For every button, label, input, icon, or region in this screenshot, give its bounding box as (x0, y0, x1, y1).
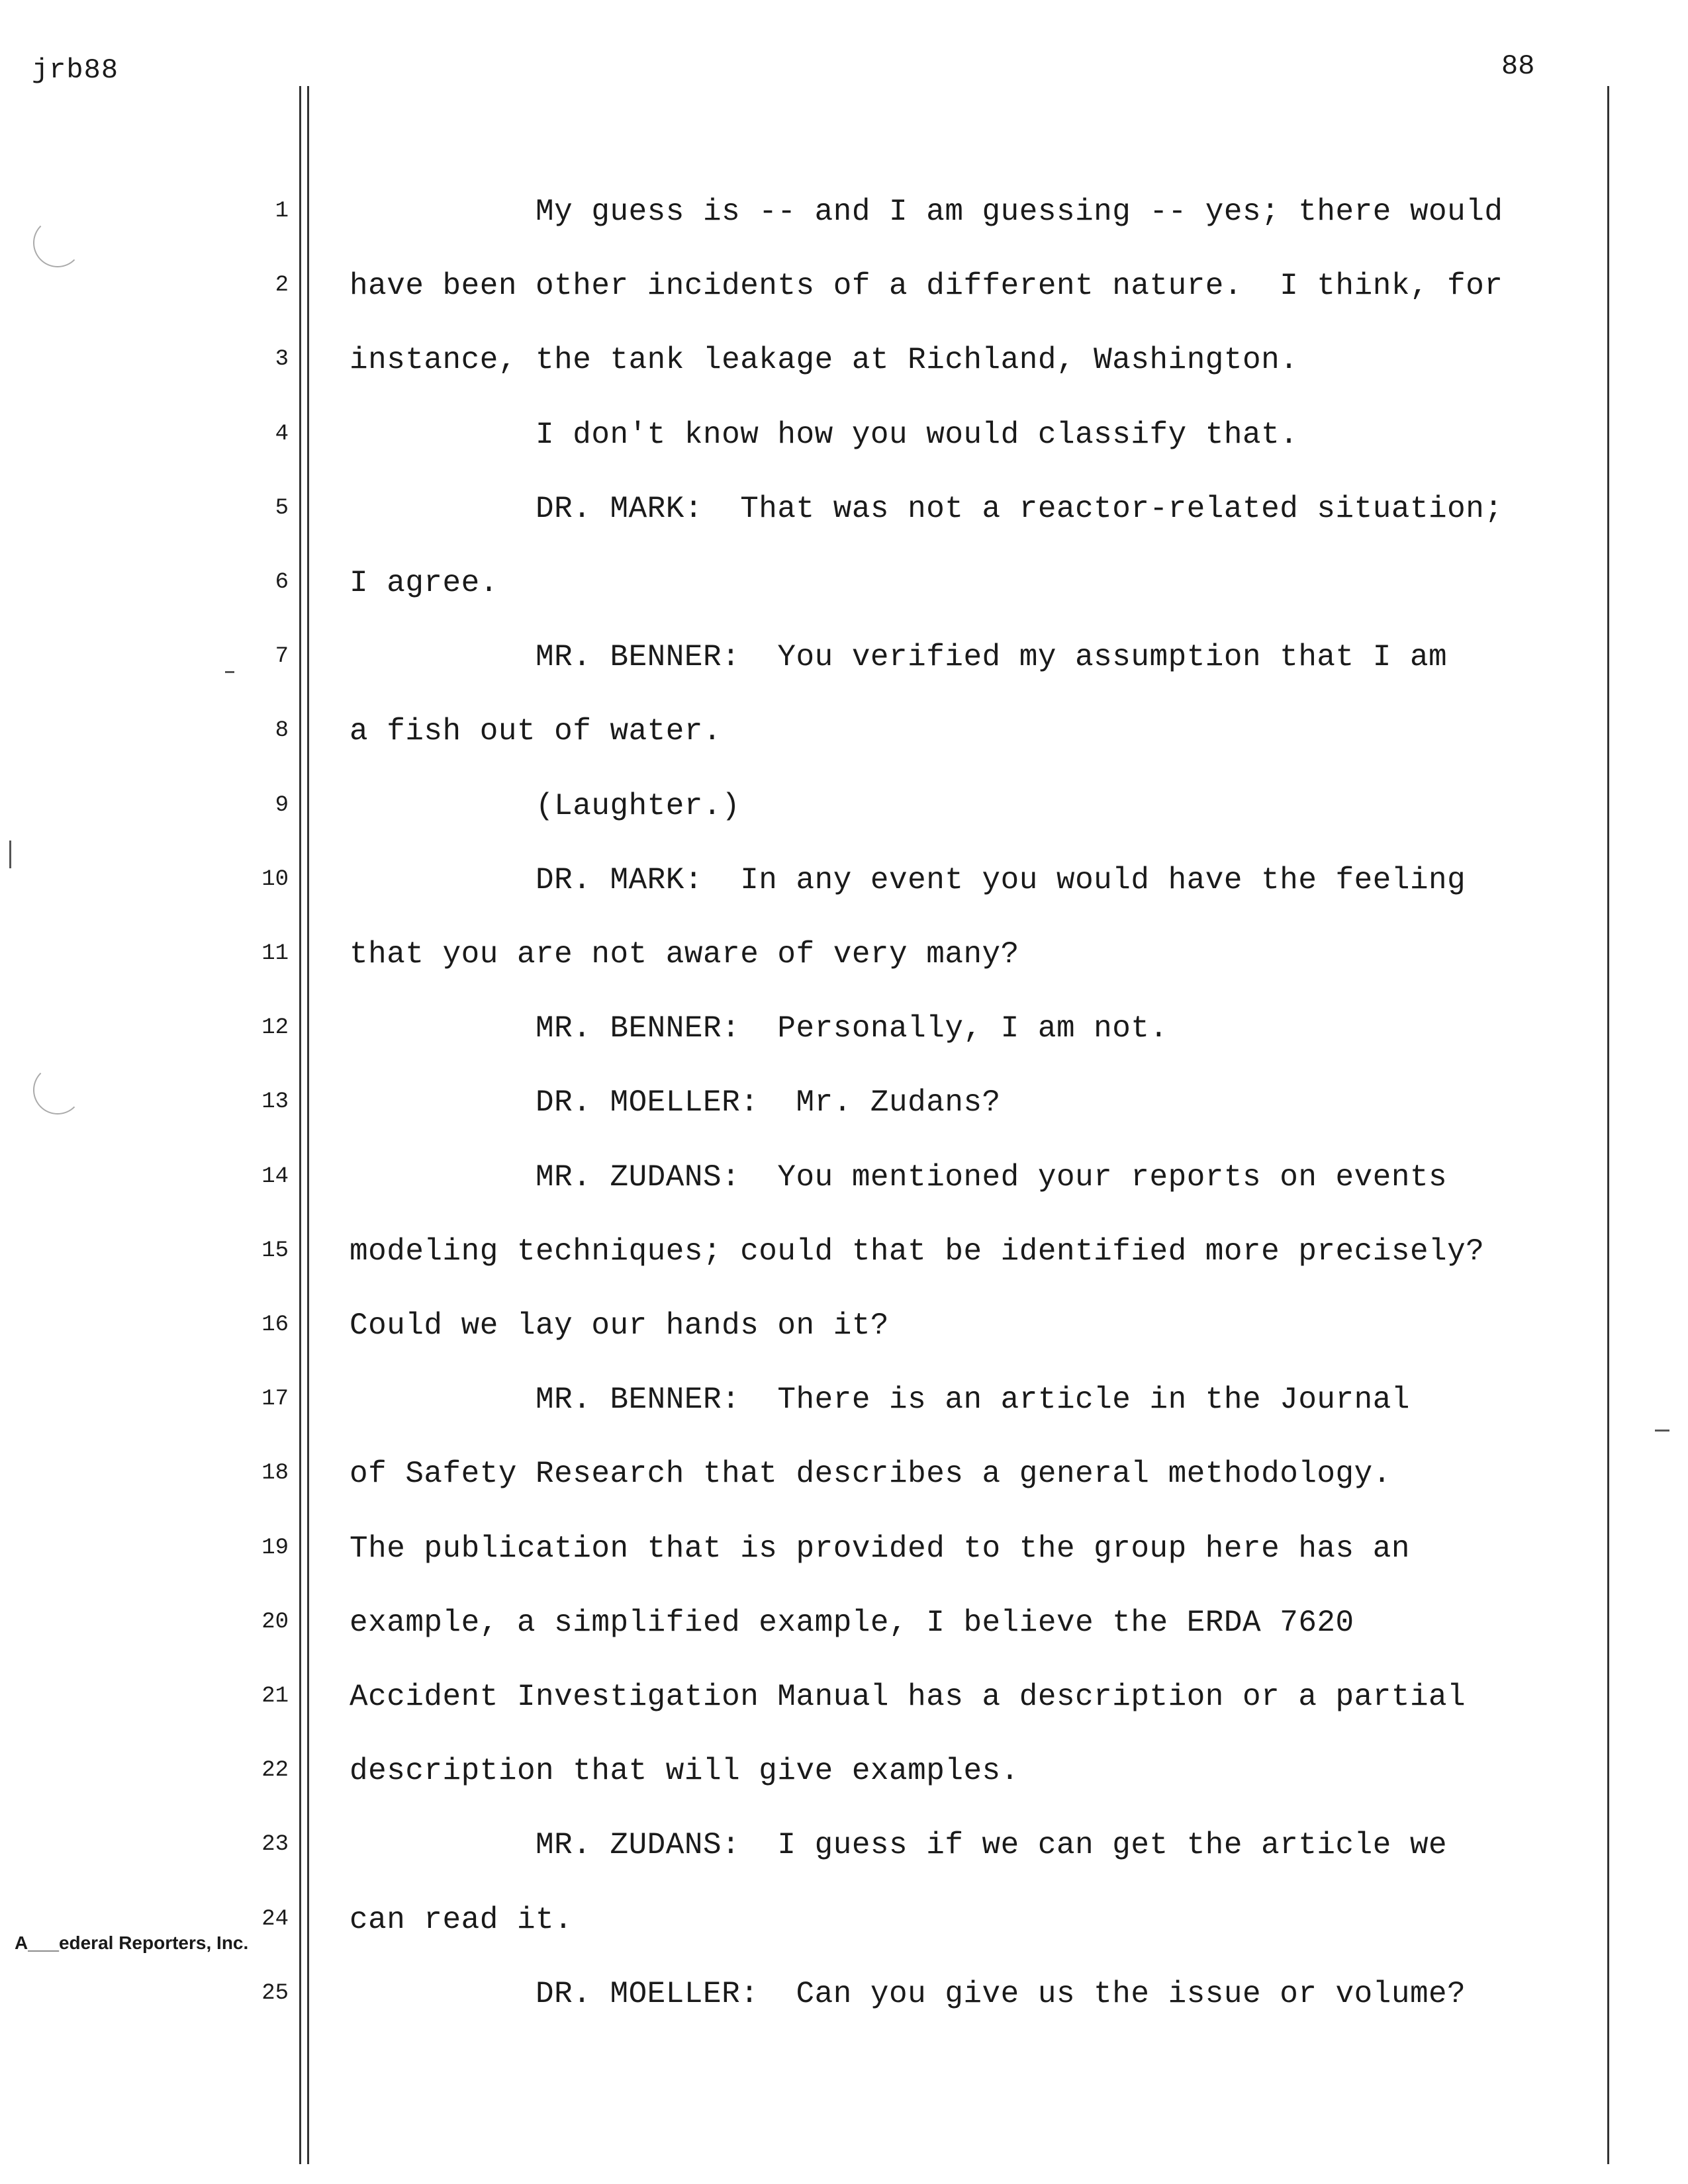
transcript-line: instance, the tank leakage at Richland, Washington. (350, 343, 1299, 377)
line-number: 6 (275, 570, 289, 595)
transcript-line: of Safety Research that describes a general methodology. (350, 1457, 1391, 1491)
transcript-line: MR. BENNER: You verified my assumption that I am (350, 640, 1448, 674)
transcript-line: My guess is -- and I am guessing -- yes; there would (350, 195, 1503, 229)
line-number: 13 (261, 1089, 289, 1115)
transcript-line: that you are not aware of very many? (350, 937, 1019, 972)
line-number: 12 (261, 1015, 289, 1040)
punch-hole-top (33, 218, 82, 267)
punch-hole-middle (33, 1066, 82, 1115)
page-number: 88 (1501, 50, 1535, 82)
line-number: 25 (261, 1981, 289, 2006)
transcript-line: MR. ZUDANS: You mentioned your reports on events (350, 1160, 1448, 1195)
line-number: 3 (275, 347, 289, 372)
transcript-line: I agree. (350, 566, 498, 600)
transcript-line: I don't know how you would classify that. (350, 418, 1299, 452)
line-number: 4 (275, 422, 289, 447)
line-number: 1 (275, 199, 289, 224)
transcript-line: a fish out of water. (350, 714, 722, 749)
transcript-line: (Laughter.) (350, 789, 741, 823)
transcript-line: DR. MARK: In any event you would have the feeling (350, 863, 1466, 897)
transcript-line: MR. BENNER: There is an article in the Journal (350, 1383, 1410, 1417)
reporter-footer: A___ederal Reporters, Inc. (15, 1933, 249, 1953)
transcript-line: MR. ZUDANS: I guess if we can get the article we (350, 1828, 1448, 1862)
transcript-line: description that will give examples. (350, 1754, 1019, 1788)
line-number: 17 (261, 1387, 289, 1412)
transcript-line: have been other incidents of a different nature. I think, for (350, 269, 1503, 303)
line-number: 16 (261, 1312, 289, 1338)
line-number: 11 (261, 941, 289, 966)
transcript-line: can read it. (350, 1903, 573, 1937)
line-number: 14 (261, 1164, 289, 1189)
file-code: jrb88 (32, 54, 119, 86)
line-number: 7 (275, 644, 289, 669)
transcript-line: Could we lay our hands on it? (350, 1308, 890, 1343)
transcript-line: DR. MARK: That was not a reactor-related situation; (350, 492, 1503, 526)
right-margin-rule (1607, 86, 1609, 2164)
line-number: 8 (275, 718, 289, 743)
left-margin-rule-inner (307, 86, 309, 2164)
line-number: 9 (275, 793, 289, 818)
transcript-line: The publication that is provided to the group here has an (350, 1531, 1410, 1566)
left-margin-rule (299, 86, 301, 2164)
transcript-line: example, a simplified example, I believe the ERDA 7620 (350, 1606, 1354, 1640)
line-number: 24 (261, 1907, 289, 1932)
transcript-line: modeling techniques; could that be identified more precisely? (350, 1234, 1485, 1269)
line-number: 20 (261, 1610, 289, 1635)
line-number: 18 (261, 1461, 289, 1486)
transcript-line: MR. BENNER: Personally, I am not. (350, 1011, 1168, 1046)
line-number: 19 (261, 1535, 289, 1561)
line-number: 21 (261, 1684, 289, 1709)
stray-mark (1655, 1430, 1669, 1432)
stray-mark (225, 671, 234, 673)
line-number: 15 (261, 1238, 289, 1263)
stray-mark (9, 841, 11, 868)
line-number: 5 (275, 496, 289, 521)
line-number: 23 (261, 1832, 289, 1857)
transcript-line: DR. MOELLER: Mr. Zudans? (350, 1085, 1001, 1120)
line-number: 22 (261, 1758, 289, 1783)
transcript-line: DR. MOELLER: Can you give us the issue or volume? (350, 1977, 1466, 2011)
line-number: 2 (275, 273, 289, 298)
line-number: 10 (261, 867, 289, 892)
transcript-line: Accident Investigation Manual has a description or a partial (350, 1680, 1466, 1714)
